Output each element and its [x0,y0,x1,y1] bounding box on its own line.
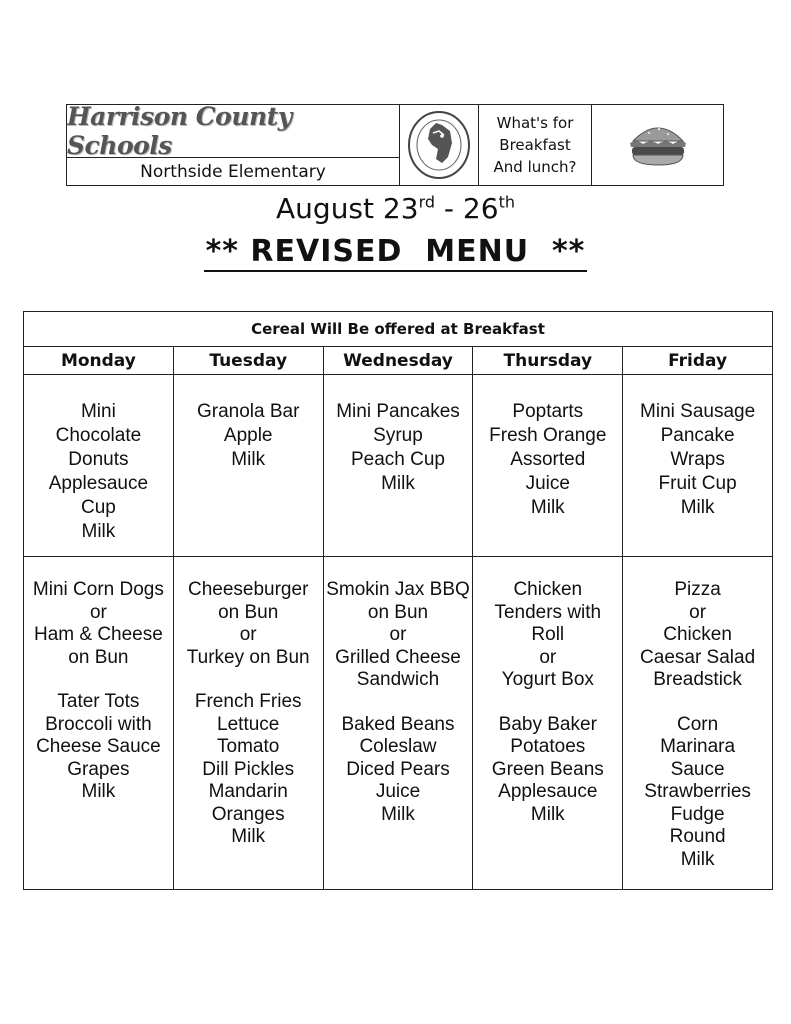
menu-item: Dill Pickles [202,758,295,780]
menu-item: Fresh Orange [489,425,607,446]
day-thursday: Thursday [473,347,623,375]
menu-item: Pancake [660,425,735,446]
menu-item: Wraps [670,449,725,470]
menu-item: Oranges [211,803,285,825]
menu-item: Coleslaw [359,736,437,757]
date-end: 26 [462,192,499,225]
menu-item: Applesauce [498,781,598,802]
menu-item: Smokin Jax BBQ [326,579,470,600]
menu-item: Milk [231,449,266,470]
question-line-1: What's for [496,114,574,132]
date-range [0,192,791,225]
menu-item: or [689,601,707,623]
breakfast-cell [623,375,773,557]
menu-item: Mini [80,401,116,422]
menu-item: or [539,646,557,668]
menu-title-wrap [0,234,791,269]
menu-item: Sauce [670,758,725,780]
menu-item: Mandarin [208,781,288,802]
lunch-cell [473,557,623,890]
district-logo-text: Harrison County Schools [67,105,399,158]
menu-item: Milk [381,473,415,494]
menu-item: Broccoli with [45,713,152,735]
menu-item: Corn [677,713,719,735]
menu-item: Potatoes [510,736,586,757]
line-gap [24,669,173,691]
horse-seal-icon [400,105,479,185]
menu-item: Diced Pears [346,758,450,780]
menu-item: Apple [223,425,273,446]
school-name: Northside Elementary [140,161,326,182]
menu-item: Mini Corn Dogs [32,579,164,600]
menu-item: Ham & Cheese [33,624,163,645]
line-gap [324,692,473,714]
menu-item: Grapes [67,758,130,780]
menu-item: Poptarts [512,401,584,422]
day-friday: Friday [623,347,773,375]
date-separator: - [435,192,463,225]
menu-item: Juice [375,781,421,802]
menu-item: Milk [381,803,415,825]
menu-item: Yogurt Box [501,669,594,690]
menu-item: Cheeseburger [187,579,309,600]
menu-item: Cheese Sauce [36,736,161,757]
question-box [479,105,592,185]
menu-item: on Bun [367,601,429,623]
menu-item: Peach Cup [350,449,445,470]
lunch-cell [173,557,323,890]
date-start-suffix: rd [418,192,436,212]
menu-item: Syrup [373,425,423,446]
lunch-cell [24,557,174,890]
menu-item: Chocolate [55,425,142,446]
menu-item: Lettuce [217,713,280,735]
menu-item: Milk [81,521,116,542]
menu-item: Mini Pancakes [336,401,460,422]
menu-item: on Bun [68,646,129,668]
lunch-cell [323,557,473,890]
breakfast-cell [323,375,473,557]
line-gap [473,692,622,714]
menu-item: Round [669,826,726,847]
menu-item: Fruit Cup [658,473,737,494]
menu-title: ** REVISED MENU ** [204,234,588,272]
menu-item: Milk [530,497,565,518]
menu-item: Grilled Cheese [335,646,461,668]
menu-item: Chicken [513,579,583,600]
menu-item: Pizza [674,579,721,600]
menu-item: Green Beans [491,758,604,780]
menu-item: or [239,624,257,645]
menu-item: Tomato [217,736,280,757]
menu-table [23,311,773,890]
menu-item: Sandwich [356,669,440,690]
day-header-row [24,347,773,375]
menu-item: Assorted [510,449,586,470]
lunch-row [24,557,773,890]
menu-item: Donuts [68,449,129,470]
menu-item: Chicken [663,624,732,645]
menu-item: Applesauce [48,473,149,494]
menu-item: Cup [80,497,116,518]
lunch-cell [623,557,773,890]
question-line-2: Breakfast [499,136,571,154]
question-line-3: And lunch? [493,158,577,176]
menu-item: Fudge [670,803,725,825]
menu-item: or [389,624,407,645]
breakfast-banner: Cereal Will Be offered at Breakfast [24,312,773,347]
menu-item: Milk [680,848,715,870]
menu-item: French Fries [194,691,302,712]
line-gap [623,692,772,714]
menu-item: Turkey on Bun [186,646,310,668]
menu-item: Tenders with [494,601,602,623]
menu-item: Marinara [660,736,736,757]
day-monday: Monday [24,347,174,375]
breakfast-cell [24,375,174,557]
menu-item: Strawberries [644,781,751,802]
menu-item: Milk [231,826,266,847]
menu-item: Tater Tots [57,691,140,712]
date-start: 23 [382,192,419,225]
menu-item: on Bun [218,601,279,623]
menu-item: Milk [81,781,116,802]
menu-item: Juice [525,473,570,494]
menu-item: Granola Bar [196,401,300,422]
menu-item: Baby Baker [498,713,597,735]
breakfast-row [24,375,773,557]
burger-icon [592,105,723,185]
menu-item: Roll [531,624,565,645]
day-tuesday: Tuesday [173,347,323,375]
menu-item: Milk [530,803,565,825]
menu-item: Mini Sausage [640,401,756,422]
breakfast-cell [173,375,323,557]
menu-item: or [89,601,107,623]
breakfast-cell [473,375,623,557]
header-box [66,104,724,186]
line-gap [174,669,323,691]
header-left [67,102,400,185]
menu-item: Baked Beans [341,713,455,735]
menu-item: Breadstick [653,669,742,690]
date-month: August [276,192,375,225]
day-wednesday: Wednesday [323,347,473,375]
date-end-suffix: th [498,192,515,212]
menu-item: Caesar Salad [640,646,756,668]
menu-item: Milk [680,497,715,518]
